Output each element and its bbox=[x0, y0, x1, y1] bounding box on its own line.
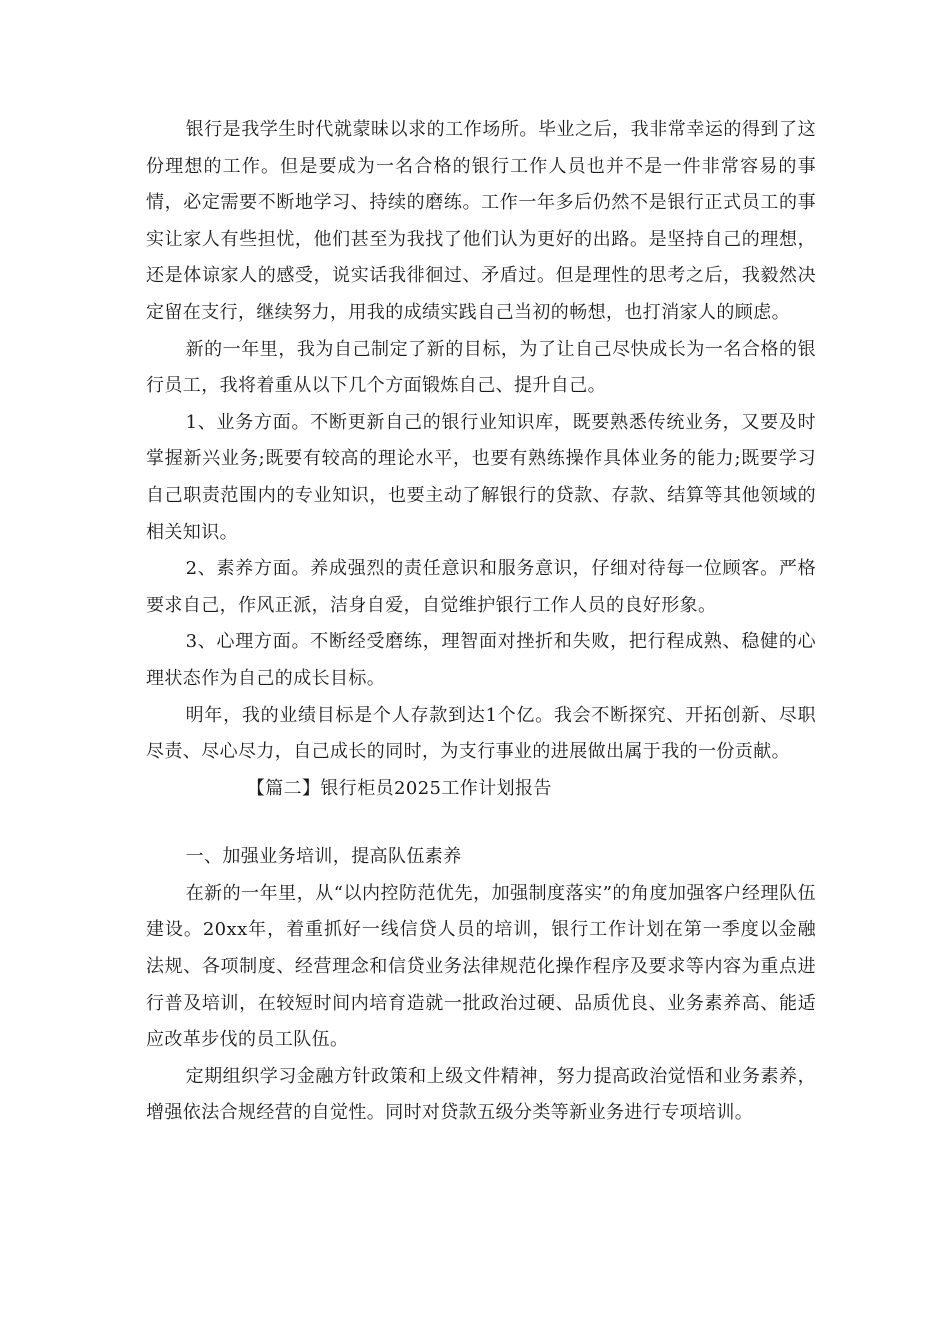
body-paragraph: 1、业务方面。不断更新自己的银行业知识库，既要熟悉传统业务，又要及时掌握新兴业务;既要有较高的理论水平，也要有熟练操作具体业务的能力;既要学习自己职责范围内的专业知识，也要主动了解银行的贷款、存款、结算等其他领域的相关知识。 bbox=[146, 411, 816, 543]
section-title: 【篇二】银行柜员2025工作计划报告 bbox=[246, 777, 552, 799]
body-paragraph: 2、素养方面。养成强烈的责任意识和服务意识，仔细对待每一位顾客。严格要求自己，作风正派，洁身自爱，自觉维护银行工作人员的良好形象。 bbox=[146, 558, 816, 616]
body-paragraph: 定期组织学习金融方针政策和上级文件精神，努力提高政治觉悟和业务素养，增强依法合规经营的自觉性。同时对贷款五级分类等新业务进行专项培训。 bbox=[146, 1065, 816, 1124]
section-heading: 一、加强业务培训，提高队伍素养 bbox=[185, 846, 462, 868]
body-paragraph: 明年，我的业绩目标是个人存款到达1个亿。我会不断探究、开拓创新、尽职尽责、尽心尽力，自己成长的同时，为支行事业的进展做出属于我的一份贡献。 bbox=[146, 704, 816, 763]
body-paragraph: 3、心理方面。不断经受磨练，理智面对挫折和失败，把行程成熟、稳健的心理状态作为自己的成长目标。 bbox=[146, 631, 816, 689]
body-paragraph: 银行是我学生时代就蒙昧以求的工作场所。毕业之后，我非常幸运的得到了这份理想的工作。但是要成为一名合格的银行工作人员也并不是一件非常容易的事情，必定需要不断地学习、持续的磨练。工作一年多后仍然不是银行正式员工的事实让家人有些担忧，他们甚至为我找了他们认为更好的出路。是坚持自己的理想，还是体谅家人的感受，说实话我徘徊过、矛盾过。但是理性的思考之后，我毅然决定留在支行，继续努力，用我的成绩实践自己当初的畅想，也打消家人的顾虑。 bbox=[146, 119, 816, 323]
body-paragraph: 新的一年里，我为自己制定了新的目标，为了让自己尽快成长为一名合格的银行员工，我将着重从以下几个方面锻炼自己、提升自己。 bbox=[146, 338, 816, 397]
body-paragraph: 在新的一年里，从“以内控防范优先，加强制度落实”的角度加强客户经理队伍建设。20xx年，着重抓好一线信贷人员的培训，银行工作计划在第一季度以金融法规、各项制度、经营理念和信贷业务法律规范化操作程序及要求等内容为重点进行普及培训，在较短时间内培育造就一批政治过硬、品质优良、业务素养高、能适应改革步伐的员工队伍。 bbox=[146, 882, 816, 1051]
document-page bbox=[146, 112, 816, 1132]
